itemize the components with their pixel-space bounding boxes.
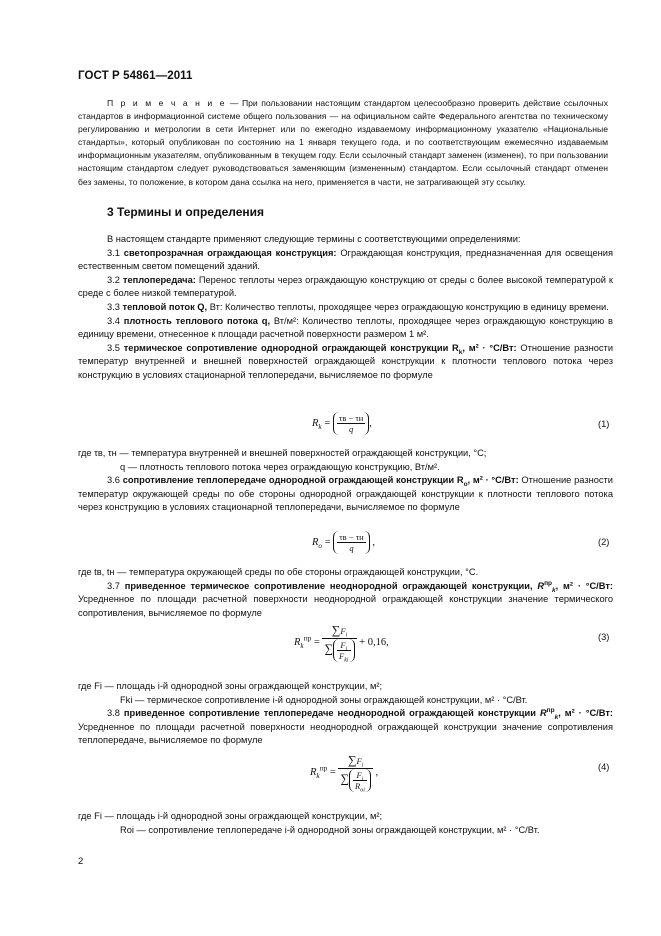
where-3b: Fki — термическое сопротивление i-й однородной зоны ограждающей конструкции, м² · °С/Вт.: [120, 694, 528, 705]
term-3-4: 3.4 плотность теплового потока q, Вт/м²: Количество теплоты, проходящее через ограждающую конструкцию в единицу времени, отнесенное к площади расчетной поверхности размером 1 м².: [78, 315, 613, 340]
intro-text: В настоящем стандарте применяют следующие термины с соответствующими определениями:: [107, 234, 521, 244]
formula-2-number: (2): [598, 537, 610, 547]
note-label: П р и м е ч а н и е: [107, 98, 227, 108]
formula-1: $R_k$ = $\frac{\tau в - \tau н}{q}$ ,: [312, 413, 372, 434]
term-3-8: 3.8 приведенное сопротивление теплопередаче неоднородной ограждающей конструкции $R^{пр}_k$, м² · °С/Вт: Усредненное по площади расчетной поверхности неоднородной ограждающей конструкции значение сопротивления теплопередаче, вычисляемое по формуле: [78, 707, 614, 746]
where-block-4: [78, 810, 613, 837]
term-3-3: 3.3 тепловой поток Q, Вт: Количество теплоты, проходящее через ограждающую конструкцию в единицу времени.: [107, 301, 609, 312]
page-number: 2: [78, 856, 84, 867]
note-block: [78, 97, 608, 189]
formula-2-denominator: q: [349, 543, 354, 553]
formula-1-denominator: q: [348, 424, 354, 434]
formula-2-numerator: τв − τн: [339, 532, 364, 542]
document-header: ГОСТ Р 54861—2011: [78, 70, 193, 82]
term-3-7: 3.7 приведенное термическое сопротивление неоднородной ограждающей конструкции, $R^{пр}_k$, м² · °С/Вт: Усредненное по площади расчетной поверхности неоднородной ограждающей конструкции значение термического сопротивления, вычисляемое по формуле: [78, 579, 613, 618]
where-block-2: [78, 566, 613, 620]
term-3-5: 3.5 термическое сопротивление однородной ограждающей конструкции $R_k$, м² · °С/Вт: Отношение разности температур внутренней и внешней поверхностей ограждающей конструкции к плотности теплового потока через конструкцию в условиях стационарной теплопередачи, вычисляемое по формуле: [78, 342, 614, 380]
formula-4: $R_k^{пр}$ = $\sum F_i$ ∑ $\frac{F_i}{R_{oi}}$ ,: [310, 753, 379, 794]
formula-2: $R_o$ = $\frac{\tau в - \tau н}{q}$ ,: [312, 532, 375, 553]
term-3-1: 3.1 светопрозрачная ограждающая конструкция: Ограждающая конструкция, предназначенная для освещения естественным светом помещений зданий.: [78, 247, 613, 272]
where-1a: где τв, τн — температура внутренней и внешней поверхностей ограждающей конструкции, °С;: [78, 448, 487, 458]
terms-block-1: [78, 233, 613, 383]
term-3-2: 3.2 теплопередача: Перенос теплоты через ограждающую конструкцию от среды с более высокой температурой к среде с более низкой температурой.: [78, 274, 613, 299]
formula-1-numerator: τв − τн: [338, 413, 364, 423]
formula-3: $R_k^{пр}$ = $\sum F_i$ ∑ $\frac{F_i}{F_{ki}}$ + 0,16,: [294, 623, 389, 664]
formula-4-number: (4): [598, 762, 610, 772]
where-4a: где Fi — площадь i-й однородной зоны ограждающей конструкции, м²;: [78, 811, 383, 821]
where-4b: Roi — сопротивление теплопередаче i-й однородной зоны ограждающей конструкции, м² · °С/Вт.: [120, 824, 540, 835]
formula-3-tail: + 0,16,: [359, 636, 389, 648]
term-3-6: 3.6 сопротивление теплопередаче однородной ограждающей конструкции $R_o$, м² · °С/Вт: Отношение разности температур окружающей среды по обе стороны однородной ограждающей конструкции к плотности теплового потока через конструкцию в условиях стационарной теплопередачи, вычисляемое по формуле: [78, 475, 613, 513]
formula-3-number: (3): [598, 632, 610, 642]
section-title: 3 Термины и определения: [107, 205, 265, 219]
note-text: — При пользовании настоящим стандартом целесообразно проверить действие ссылочных стандартов в информационной системе общего пользования — на официальном сайте Федерального агентства по техническому регулированию и метрологии в сети Интернет или по ежегодно издаваемому информационному указателю «Национальные стандарты», который опубликован по состоянию на 1 января текущего года, и по соответствующим ежемесячно издаваемым информационным указателям, опубликованным в текущем году. Если ссылочный стандарт заменен (изменен), то при пользовании настоящим стандартом следует руководствоваться заменяющим (измененным) стандартом. Если ссылочный стандарт отменен без замены, то положение, в котором дана ссылка на него, применяется в части, не затрагивающей эту ссылку.: [78, 98, 609, 187]
where-2: где tв, tн — температура окружающей среды по обе стороны ограждающей конструкции, °С.: [78, 567, 479, 577]
where-block-3: [78, 680, 613, 748]
where-block-1: [78, 447, 613, 515]
where-3a: где Fi — площадь i-й однородной зоны ограждающей конструкции, м²;: [78, 681, 383, 691]
formula-1-number: (1): [598, 419, 610, 429]
where-1b: q — плотность теплового потока через ограждающую конструкцию, Вт/м².: [120, 461, 440, 472]
